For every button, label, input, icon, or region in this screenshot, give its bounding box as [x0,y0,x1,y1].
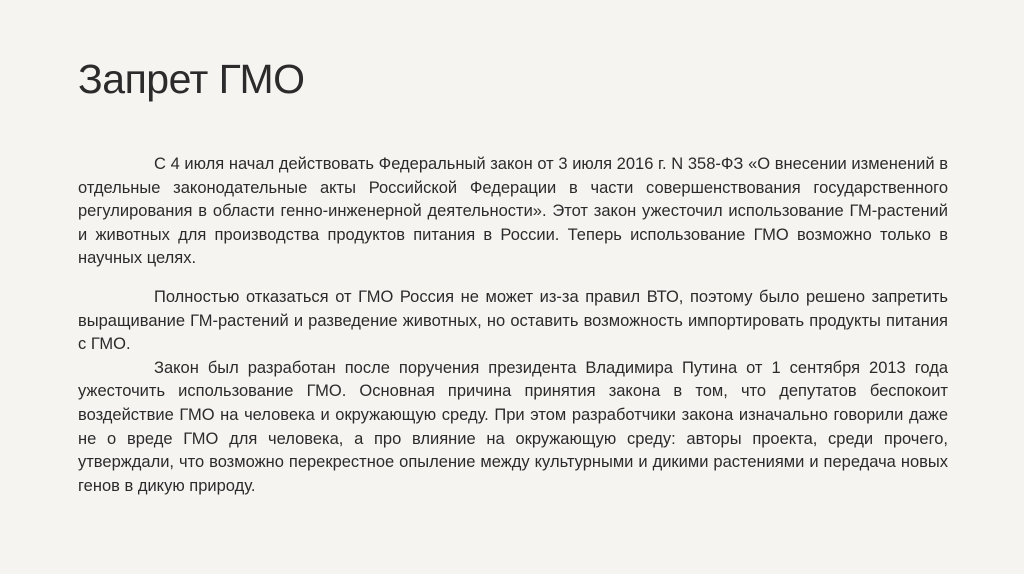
paragraph-law-intro: С 4 июля начал действовать Федеральный закон от 3 июля 2016 г. N 358-ФЗ «О внесении изменений в отдельные законодательные акты Российской Федерации в части совершенствования государственного регулирования в области генно-инженерной деятельности». Этот закон ужесточил использование ГМ-растений и животных для производства продуктов питания в России. Теперь использование ГМО возможно только в научных целях. [78,155,948,268]
slide-body [78,153,948,498]
paragraph-law-origin: Закон был разработан после поручения президента Владимира Путина от 1 сентября 2013 года ужесточить использование ГМО. Основная причина принятия закона в том, что депутатов беспокоит воздействие ГМО на человека и окружающую среду. При этом разработчики закона изначально говорили даже не о вреде ГМО для человека, а про влияние на окружающую среду: авторы проекта, среди прочего, утверждали, что возможно перекрестное опыление между культурными и дикими растениями и передача новых генов в дикую природу. [78,358,948,495]
paragraph-wto: Полностью отказаться от ГМО Россия не может из-за правил ВТО, поэтому было решено запретить выращивание ГМ-растений и разведение животных, но оставить возможность импортировать продукты питания с ГМО. [78,287,948,354]
slide-title: Запрет ГМО [78,56,305,102]
